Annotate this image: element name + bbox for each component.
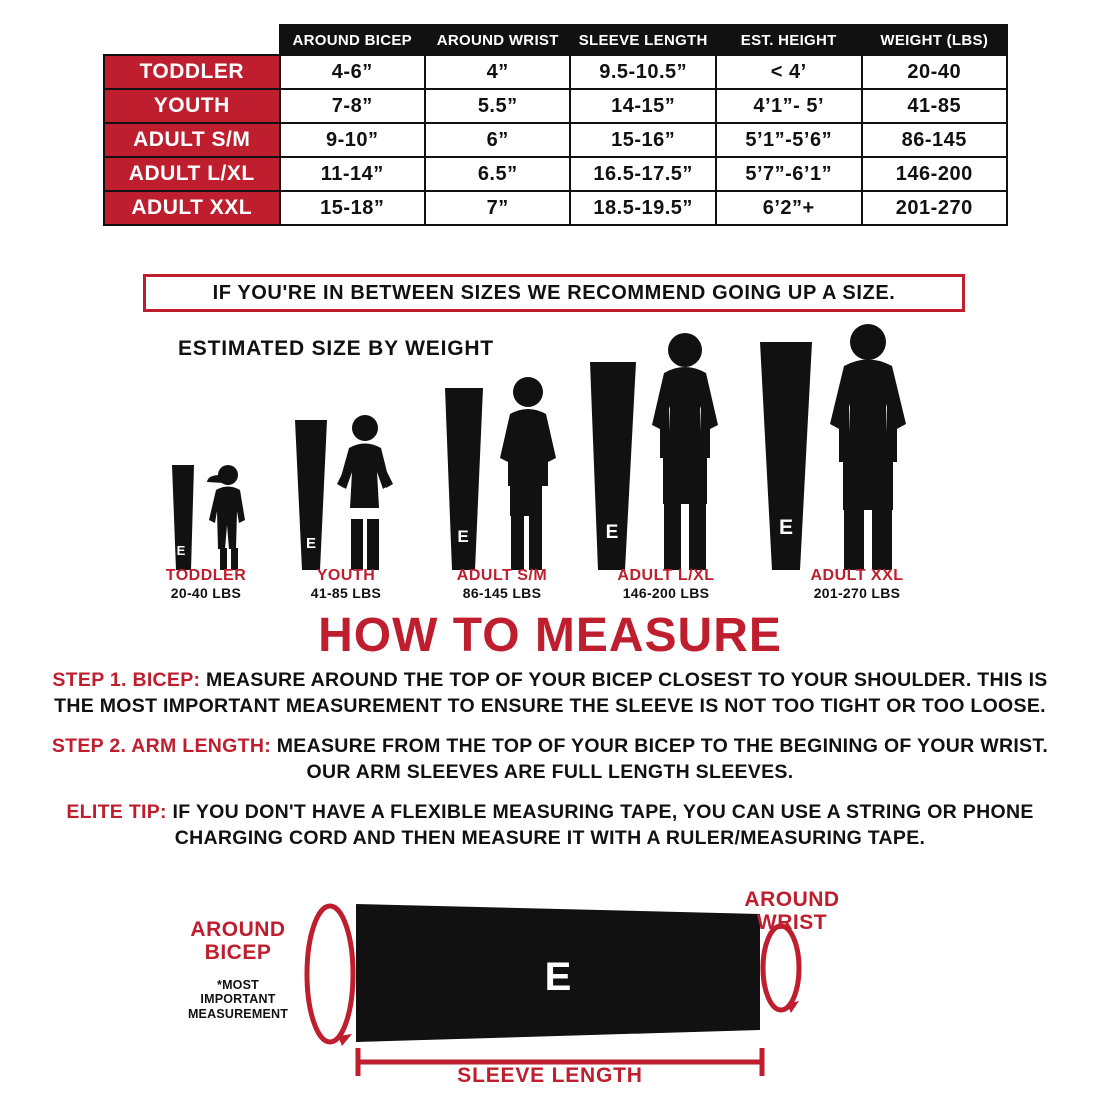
size-table-body (104, 55, 1007, 225)
caption-adult-sm-weight: 86-145 LBS (462, 584, 542, 601)
caption-toddler-weight: 20-40 LBS (170, 584, 242, 601)
svg-text:E: E (305, 535, 317, 552)
caption-adult-xxl (757, 568, 957, 601)
svg-text:E: E (457, 527, 469, 546)
how-to-measure-title: HOW TO MEASURE (318, 609, 782, 662)
silhouette-adult-xxl (760, 324, 906, 570)
label-bicep-most-important: *MOST IMPORTANT MEASUREMENT (187, 978, 289, 1021)
silhouette-toddler (172, 465, 245, 570)
step-bicep-lead: STEP 1. BICEP: (52, 669, 201, 691)
step-arm-length-lead: STEP 2. ARM LENGTH: (51, 734, 271, 757)
cell-youth-weight: 41-85 (862, 89, 1007, 123)
step-elite-tip-lead: ELITE TIP: (66, 800, 167, 823)
row-label-adult-xxl: ADULT XXL (104, 191, 280, 225)
cell-toddler-bicep: 4-6” (280, 55, 425, 89)
caption-adult-xxl-weight: 201-270 LBS (813, 584, 901, 601)
label-around-wrist (722, 888, 862, 934)
cell-adult-sm-height: 5’1”-5’6” (716, 123, 862, 157)
silhouette-adult-lxl (590, 333, 718, 570)
cell-toddler-height: < 4’ (716, 55, 862, 89)
bicep-measure-ellipse (307, 906, 353, 1042)
cell-youth-sleeve: 14-15” (570, 89, 715, 123)
table-header-weight: WEIGHT (LBS) (862, 25, 1007, 55)
cell-adult-xxl-sleeve: 18.5-19.5” (570, 191, 715, 225)
caption-adult-lxl (566, 568, 766, 601)
caption-adult-sm-name: ADULT S/M (456, 567, 548, 584)
caption-adult-lxl-name: ADULT L/XL (617, 567, 715, 584)
label-around-wrist-line1: AROUND (744, 888, 840, 911)
svg-text:E: E (605, 522, 619, 543)
cell-adult-sm-weight: 86-145 (862, 123, 1007, 157)
table-row (104, 89, 1007, 123)
table-row (104, 123, 1007, 157)
table-header-row (104, 25, 1007, 55)
size-recommendation-note (143, 274, 965, 312)
sleeve-logo-e: E (544, 955, 572, 999)
table-header-wrist: AROUND WRIST (425, 25, 570, 55)
label-around-bicep-line1: AROUND (190, 918, 286, 941)
cell-adult-xxl-wrist: 7” (425, 191, 570, 225)
cell-adult-lxl-wrist: 6.5” (425, 157, 570, 191)
step-bicep-body: MEASURE AROUND THE TOP OF YOUR BICEP CLOSEST TO YOUR SHOULDER. THIS IS THE MOST IMPORTANT MEASUREMENT TO ENSURE THE SLEEVE IS NOT TOO TIGHT OR TOO LOOSE. (54, 669, 1048, 717)
size-table (103, 24, 1008, 226)
silhouette-youth (295, 415, 393, 570)
label-around-wrist-line2: WRIST (756, 911, 828, 935)
silhouette-adult-sm (445, 377, 556, 570)
caption-youth-weight: 41-85 LBS (310, 584, 382, 601)
label-around-bicep (178, 918, 298, 964)
cell-adult-sm-sleeve: 15-16” (570, 123, 715, 157)
row-label-adult-sm: ADULT S/M (104, 123, 280, 157)
step-elite-tip (40, 800, 1060, 852)
step-bicep (40, 668, 1060, 720)
table-header-bicep: AROUND BICEP (280, 25, 425, 55)
cell-adult-lxl-height: 5’7”-6’1” (716, 157, 862, 191)
caption-toddler-name: TODDLER (165, 567, 247, 584)
table-header-sleeve: SLEEVE LENGTH (570, 25, 715, 55)
cell-adult-lxl-sleeve: 16.5-17.5” (570, 157, 715, 191)
cell-adult-lxl-bicep: 11-14” (280, 157, 425, 191)
note-text: IF YOU'RE IN BETWEEN SIZES WE RECOMMEND GOING UP A SIZE. (212, 281, 896, 304)
step-elite-tip-body: IF YOU DON'T HAVE A FLEXIBLE MEASURING TAPE, YOU CAN USE A STRING OR PHONE CHARGING CORD AND THEN MEASURE IT WITH A RULER/MEASURING TAPE. (166, 800, 1034, 849)
cell-youth-wrist: 5.5” (425, 89, 570, 123)
bicep-arrow (338, 1034, 352, 1046)
caption-adult-xxl-name: ADULT XXL (810, 567, 904, 584)
svg-text:E: E (176, 543, 186, 558)
how-to-measure-steps (40, 668, 1060, 866)
cell-adult-lxl-weight: 146-200 (862, 157, 1007, 191)
cell-adult-sm-wrist: 6” (425, 123, 570, 157)
table-row (104, 157, 1007, 191)
step-arm-length-body: MEASURE FROM THE TOP OF YOUR BICEP TO THE BEGINING OF YOUR WRIST. OUR ARM SLEEVES ARE FULL LENGTH SLEEVES. (271, 734, 1049, 783)
wrist-measure-ellipse (763, 926, 799, 1010)
step-arm-length (40, 734, 1060, 786)
cell-adult-sm-bicep: 9-10” (280, 123, 425, 157)
cell-youth-bicep: 7-8” (280, 89, 425, 123)
row-label-toddler: TODDLER (104, 55, 280, 89)
row-label-youth: YOUTH (104, 89, 280, 123)
silhouette-group (150, 320, 970, 570)
table-header-height: EST. HEIGHT (716, 25, 862, 55)
cell-toddler-weight: 20-40 (862, 55, 1007, 89)
label-sleeve-length: SLEEVE LENGTH (457, 1064, 643, 1087)
cell-toddler-wrist: 4” (425, 55, 570, 89)
table-header-corner (104, 25, 280, 55)
cell-adult-xxl-weight: 201-270 (862, 191, 1007, 225)
table-row (104, 55, 1007, 89)
cell-youth-height: 4’1”- 5’ (716, 89, 862, 123)
caption-youth-name: YOUTH (316, 567, 376, 584)
size-table-header (104, 25, 1007, 55)
cell-adult-xxl-height: 6’2”+ (716, 191, 862, 225)
label-around-bicep-line2: BICEP (204, 941, 272, 965)
cell-toddler-sleeve: 9.5-10.5” (570, 55, 715, 89)
table-row (104, 191, 1007, 225)
estimated-size-title: ESTIMATED SIZE BY WEIGHT (178, 337, 494, 360)
caption-adult-lxl-weight: 146-200 LBS (622, 584, 710, 601)
svg-text:E: E (778, 516, 794, 539)
cell-adult-xxl-bicep: 15-18” (280, 191, 425, 225)
row-label-adult-lxl: ADULT L/XL (104, 157, 280, 191)
